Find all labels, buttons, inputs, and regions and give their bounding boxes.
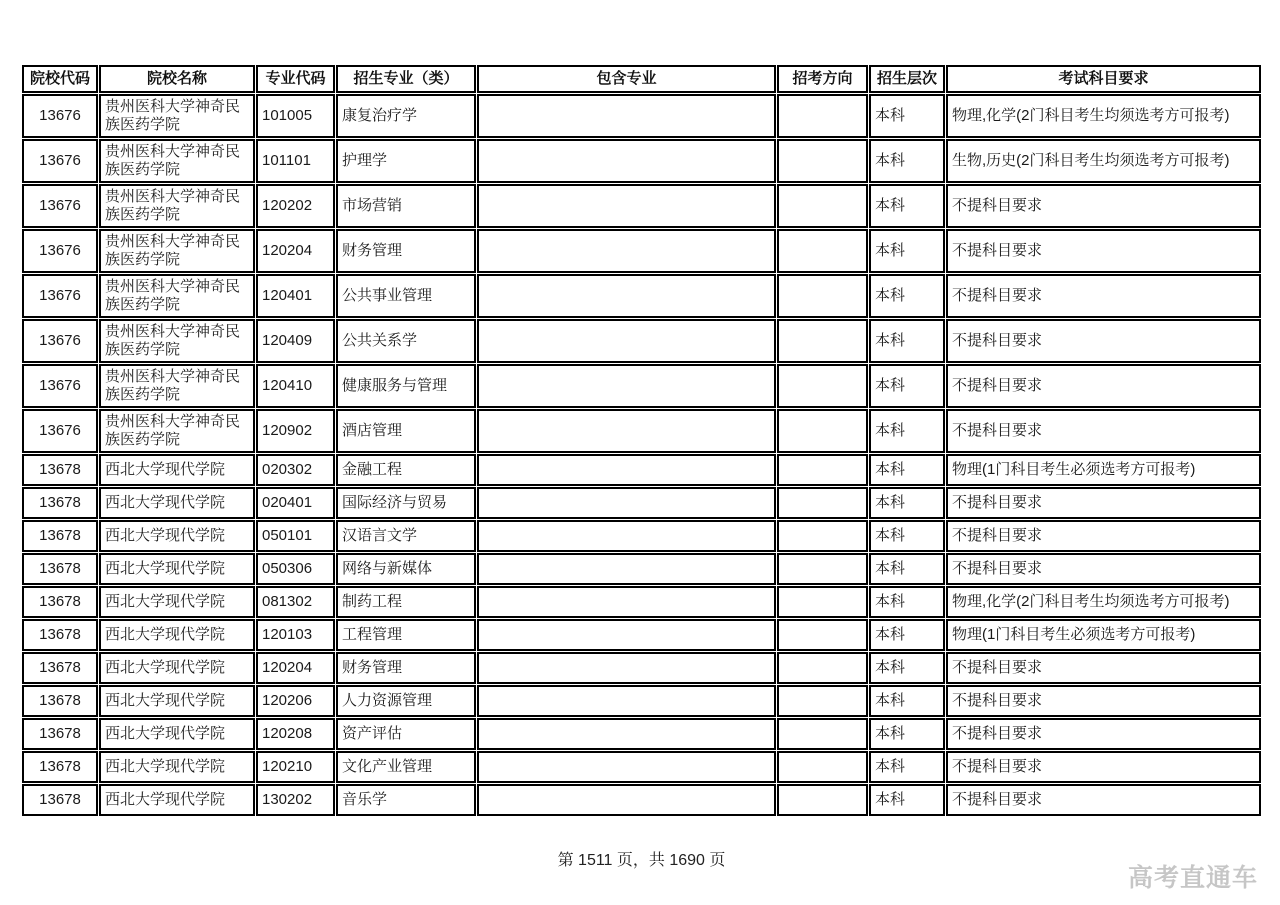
cell-1: 贵州医科大学神奇民族医药学院: [99, 94, 255, 138]
cell-1: 西北大学现代学院: [99, 718, 255, 750]
table-row: [22, 619, 1261, 651]
cell-6: 本科: [869, 487, 945, 519]
cell-6: 本科: [869, 229, 945, 273]
cell-1: 西北大学现代学院: [99, 454, 255, 486]
cell-4: [477, 319, 776, 363]
cell-3: 人力资源管理: [336, 685, 476, 717]
cell-5: [777, 586, 868, 618]
cell-2: 120204: [256, 229, 335, 273]
cell-6: 本科: [869, 652, 945, 684]
cell-3: 酒店管理: [336, 409, 476, 453]
cell-2: 120202: [256, 184, 335, 228]
column-header-5: 招考方向: [777, 65, 868, 93]
cell-3: 制药工程: [336, 586, 476, 618]
cell-2: 050101: [256, 520, 335, 552]
cell-0: 13678: [22, 718, 98, 750]
cell-0: 13676: [22, 229, 98, 273]
cell-3: 市场营销: [336, 184, 476, 228]
table-row: [22, 520, 1261, 552]
cell-1: 西北大学现代学院: [99, 553, 255, 585]
cell-2: 120902: [256, 409, 335, 453]
cell-6: 本科: [869, 409, 945, 453]
table-row: [22, 139, 1261, 183]
cell-5: [777, 319, 868, 363]
cell-1: 贵州医科大学神奇民族医药学院: [99, 139, 255, 183]
cell-4: [477, 409, 776, 453]
cell-2: 120103: [256, 619, 335, 651]
cell-7: 不提科目要求: [946, 751, 1261, 783]
cell-4: [477, 487, 776, 519]
cell-7: 不提科目要求: [946, 553, 1261, 585]
cell-2: 120410: [256, 364, 335, 408]
cell-3: 金融工程: [336, 454, 476, 486]
cell-7: 不提科目要求: [946, 487, 1261, 519]
cell-5: [777, 718, 868, 750]
table-row: [22, 751, 1261, 783]
cell-2: 020302: [256, 454, 335, 486]
cell-2: 130202: [256, 784, 335, 816]
cell-5: [777, 487, 868, 519]
cell-2: 020401: [256, 487, 335, 519]
cell-3: 健康服务与管理: [336, 364, 476, 408]
cell-6: 本科: [869, 94, 945, 138]
cell-2: 120208: [256, 718, 335, 750]
cell-7: 不提科目要求: [946, 229, 1261, 273]
column-header-0: 院校代码: [22, 65, 98, 93]
cell-5: [777, 229, 868, 273]
cell-4: [477, 454, 776, 486]
cell-1: 西北大学现代学院: [99, 652, 255, 684]
cell-3: 资产评估: [336, 718, 476, 750]
cell-5: [777, 409, 868, 453]
cell-0: 13676: [22, 409, 98, 453]
cell-0: 13676: [22, 274, 98, 318]
cell-1: 贵州医科大学神奇民族医药学院: [99, 229, 255, 273]
cell-4: [477, 685, 776, 717]
cell-0: 13678: [22, 520, 98, 552]
cell-6: 本科: [869, 685, 945, 717]
cell-5: [777, 751, 868, 783]
cell-3: 文化产业管理: [336, 751, 476, 783]
column-header-2: 专业代码: [256, 65, 335, 93]
cell-7: 不提科目要求: [946, 364, 1261, 408]
cell-4: [477, 184, 776, 228]
cell-4: [477, 364, 776, 408]
cell-1: 贵州医科大学神奇民族医药学院: [99, 364, 255, 408]
cell-7: 生物,历史(2门科目考生均须选考方可报考): [946, 139, 1261, 183]
cell-6: 本科: [869, 454, 945, 486]
cell-6: 本科: [869, 553, 945, 585]
cell-7: 不提科目要求: [946, 184, 1261, 228]
cell-0: 13676: [22, 94, 98, 138]
table-row: [22, 718, 1261, 750]
cell-3: 音乐学: [336, 784, 476, 816]
cell-0: 13678: [22, 784, 98, 816]
cell-7: 物理,化学(2门科目考生均须选考方可报考): [946, 94, 1261, 138]
cell-6: 本科: [869, 586, 945, 618]
table-row: [22, 685, 1261, 717]
cell-7: 不提科目要求: [946, 685, 1261, 717]
cell-7: 不提科目要求: [946, 652, 1261, 684]
cell-0: 13678: [22, 553, 98, 585]
cell-6: 本科: [869, 619, 945, 651]
cell-5: [777, 94, 868, 138]
cell-5: [777, 364, 868, 408]
cell-4: [477, 751, 776, 783]
cell-0: 13678: [22, 586, 98, 618]
table-row: [22, 553, 1261, 585]
cell-7: 物理(1门科目考生必须选考方可报考): [946, 454, 1261, 486]
cell-5: [777, 652, 868, 684]
table-row: [22, 229, 1261, 273]
header-row: [22, 65, 1261, 93]
cell-5: [777, 184, 868, 228]
cell-3: 公共关系学: [336, 319, 476, 363]
cell-6: 本科: [869, 751, 945, 783]
cell-1: 贵州医科大学神奇民族医药学院: [99, 319, 255, 363]
cell-7: 不提科目要求: [946, 718, 1261, 750]
cell-3: 康复治疗学: [336, 94, 476, 138]
cell-0: 13678: [22, 454, 98, 486]
table-row: [22, 487, 1261, 519]
column-header-1: 院校名称: [99, 65, 255, 93]
column-header-4: 包含专业: [477, 65, 776, 93]
cell-1: 西北大学现代学院: [99, 619, 255, 651]
cell-6: 本科: [869, 139, 945, 183]
cell-7: 不提科目要求: [946, 409, 1261, 453]
table-row: [22, 454, 1261, 486]
cell-1: 贵州医科大学神奇民族医药学院: [99, 184, 255, 228]
cell-3: 工程管理: [336, 619, 476, 651]
column-header-6: 招生层次: [869, 65, 945, 93]
cell-4: [477, 553, 776, 585]
cell-5: [777, 685, 868, 717]
cell-2: 120204: [256, 652, 335, 684]
cell-1: 西北大学现代学院: [99, 586, 255, 618]
cell-4: [477, 139, 776, 183]
cell-1: 西北大学现代学院: [99, 784, 255, 816]
cell-6: 本科: [869, 184, 945, 228]
cell-5: [777, 520, 868, 552]
cell-0: 13678: [22, 685, 98, 717]
cell-3: 公共事业管理: [336, 274, 476, 318]
cell-7: 不提科目要求: [946, 274, 1261, 318]
cell-6: 本科: [869, 364, 945, 408]
cell-4: [477, 718, 776, 750]
cell-1: 贵州医科大学神奇民族医药学院: [99, 274, 255, 318]
table-body: [22, 94, 1261, 816]
page-indicator: 第 1511 页，共 1690 页: [557, 852, 726, 869]
cell-3: 财务管理: [336, 652, 476, 684]
cell-5: [777, 784, 868, 816]
cell-7: 物理(1门科目考生必须选考方可报考): [946, 619, 1261, 651]
cell-2: 120409: [256, 319, 335, 363]
cell-1: 西北大学现代学院: [99, 520, 255, 552]
cell-4: [477, 652, 776, 684]
cell-5: [777, 619, 868, 651]
table-row: [22, 184, 1261, 228]
cell-4: [477, 784, 776, 816]
cell-5: [777, 274, 868, 318]
cell-4: [477, 274, 776, 318]
admissions-table: [21, 64, 1262, 817]
cell-4: [477, 520, 776, 552]
cell-1: 西北大学现代学院: [99, 751, 255, 783]
cell-2: 050306: [256, 553, 335, 585]
cell-7: 不提科目要求: [946, 784, 1261, 816]
cell-2: 120401: [256, 274, 335, 318]
table-row: [22, 364, 1261, 408]
cell-4: [477, 586, 776, 618]
cell-2: 120210: [256, 751, 335, 783]
cell-0: 13678: [22, 751, 98, 783]
cell-5: [777, 553, 868, 585]
cell-0: 13676: [22, 364, 98, 408]
cell-5: [777, 454, 868, 486]
cell-1: 西北大学现代学院: [99, 685, 255, 717]
cell-7: 不提科目要求: [946, 520, 1261, 552]
cell-3: 财务管理: [336, 229, 476, 273]
cell-4: [477, 94, 776, 138]
cell-3: 国际经济与贸易: [336, 487, 476, 519]
cell-0: 13676: [22, 184, 98, 228]
cell-7: 物理,化学(2门科目考生均须选考方可报考): [946, 586, 1261, 618]
cell-6: 本科: [869, 319, 945, 363]
table-row: [22, 652, 1261, 684]
table-row: [22, 94, 1261, 138]
cell-2: 101101: [256, 139, 335, 183]
cell-6: 本科: [869, 718, 945, 750]
cell-4: [477, 619, 776, 651]
table-row: [22, 586, 1261, 618]
cell-6: 本科: [869, 784, 945, 816]
column-header-3: 招生专业（类）: [336, 65, 476, 93]
cell-6: 本科: [869, 520, 945, 552]
column-header-7: 考试科目要求: [946, 65, 1261, 93]
cell-3: 网络与新媒体: [336, 553, 476, 585]
table-row: [22, 409, 1261, 453]
cell-6: 本科: [869, 274, 945, 318]
cell-2: 101005: [256, 94, 335, 138]
table-row: [22, 274, 1261, 318]
cell-2: 081302: [256, 586, 335, 618]
cell-0: 13676: [22, 319, 98, 363]
cell-2: 120206: [256, 685, 335, 717]
cell-1: 贵州医科大学神奇民族医药学院: [99, 409, 255, 453]
cell-0: 13678: [22, 487, 98, 519]
cell-4: [477, 229, 776, 273]
table-row: [22, 784, 1261, 816]
cell-1: 西北大学现代学院: [99, 487, 255, 519]
cell-0: 13678: [22, 652, 98, 684]
watermark: 高考直通车: [1127, 864, 1258, 892]
cell-0: 13676: [22, 139, 98, 183]
cell-0: 13678: [22, 619, 98, 651]
cell-3: 汉语言文学: [336, 520, 476, 552]
cell-7: 不提科目要求: [946, 319, 1261, 363]
cell-3: 护理学: [336, 139, 476, 183]
table-row: [22, 319, 1261, 363]
cell-5: [777, 139, 868, 183]
